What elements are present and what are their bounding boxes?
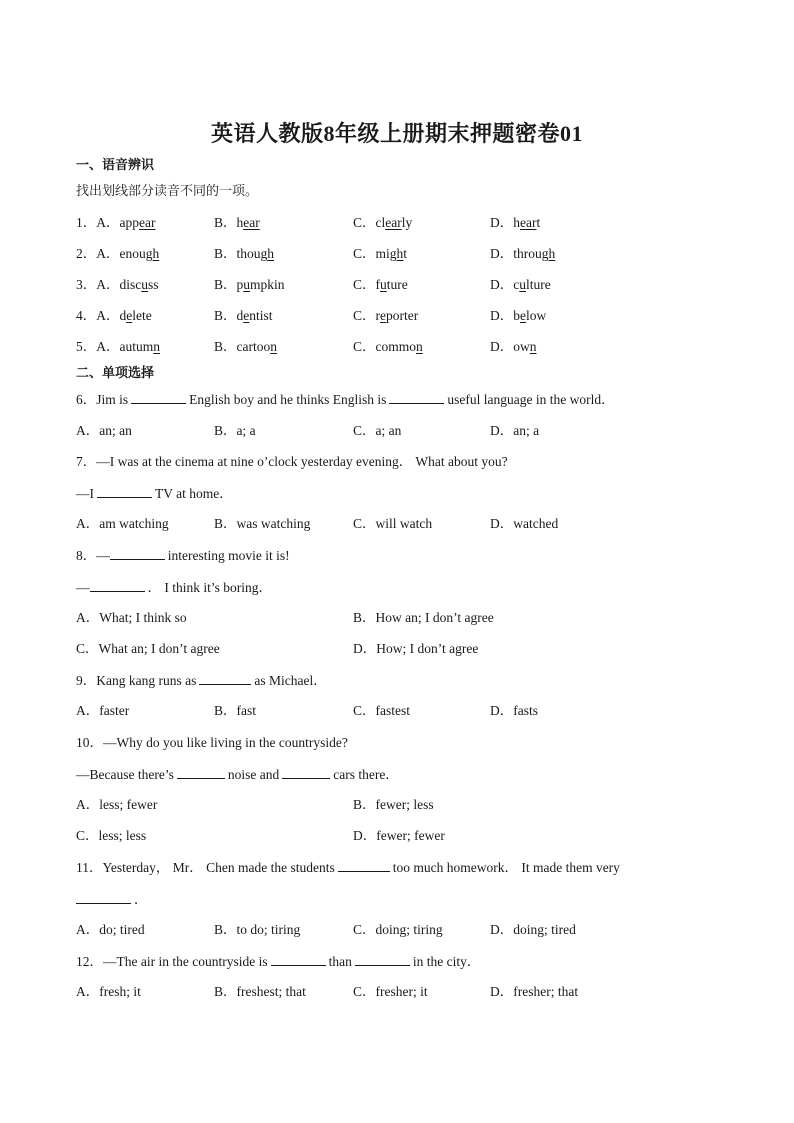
- answer-blank: [76, 890, 131, 904]
- option-letter: D．: [353, 828, 377, 843]
- option-text: will watch: [375, 516, 433, 531]
- stem-text: —Because there’s: [76, 767, 174, 782]
- option: [353, 609, 494, 627]
- option-text: cl: [375, 215, 386, 230]
- option: [76, 307, 152, 325]
- option-text: cartoo: [236, 339, 271, 354]
- option-text: freshest; that: [236, 984, 306, 999]
- option-text: c: [513, 277, 520, 292]
- underlined-part: gh: [145, 246, 160, 261]
- option: [214, 921, 300, 939]
- option-text: commo: [375, 339, 417, 354]
- option: [214, 422, 256, 440]
- option: [76, 640, 220, 658]
- question-number: 1．: [76, 215, 97, 230]
- stem-text: interesting movie it is!: [167, 548, 290, 563]
- option: [353, 245, 407, 263]
- option-text: app: [119, 215, 139, 230]
- option-text: fewer; fewer: [376, 828, 445, 843]
- stem-text: too much homework． It made them very: [392, 860, 620, 875]
- option-text: lete: [132, 308, 152, 323]
- option: [490, 245, 555, 263]
- question-11-options: [76, 921, 716, 939]
- option-letter: C．: [353, 423, 376, 438]
- option-letter: A．: [76, 797, 100, 812]
- option-letter: B．: [214, 516, 237, 531]
- option-text: How an; I don’t agree: [375, 610, 494, 625]
- underlined-part: e: [126, 308, 133, 323]
- stem-text: cars there．: [333, 767, 399, 782]
- option-text: h: [513, 215, 520, 230]
- question-number: 10．: [76, 735, 103, 750]
- option: [214, 515, 310, 533]
- option-letter: D．: [490, 423, 514, 438]
- option-letter: C．: [353, 922, 376, 937]
- option-text: disc: [119, 277, 142, 292]
- option-text: low: [526, 308, 547, 323]
- option-text: t: [403, 246, 408, 261]
- option: [76, 422, 132, 440]
- option: [76, 702, 129, 720]
- question-7-stem: [76, 453, 508, 471]
- option-text: do; tired: [99, 922, 145, 937]
- option: [353, 702, 410, 720]
- phonetics-question-4: [76, 307, 716, 325]
- answer-blank: [355, 952, 410, 966]
- underlined-part: e: [380, 308, 387, 323]
- option-text: fastest: [375, 703, 411, 718]
- underlined-part: e: [520, 308, 526, 323]
- option: [214, 276, 285, 294]
- question-10-stem-line2: [76, 765, 399, 784]
- option-letter: A．: [96, 277, 120, 292]
- option-text: mpkin: [250, 277, 285, 292]
- question-7-stem-line2: [76, 484, 233, 503]
- option-letter: A．: [76, 516, 100, 531]
- option-text: watched: [513, 516, 559, 531]
- underlined-part: n: [529, 339, 537, 354]
- option-letter: B．: [214, 308, 237, 323]
- question-8-options-row1: [76, 609, 716, 627]
- option-text: h: [236, 215, 244, 230]
- question-8-options-row2: [76, 640, 716, 658]
- option-text: was watching: [236, 516, 311, 531]
- option: [353, 827, 445, 845]
- phonetics-question-3: [76, 276, 716, 294]
- option-text: fasts: [513, 703, 538, 718]
- option-letter: B．: [214, 703, 237, 718]
- underlined-part: ear: [520, 215, 537, 230]
- underlined-part: u: [519, 277, 526, 292]
- question-7-options: [76, 515, 716, 533]
- option-letter: B．: [214, 246, 237, 261]
- stem-text: —: [96, 548, 110, 563]
- option: [490, 307, 546, 325]
- option: [76, 827, 146, 845]
- question-number: 3．: [76, 277, 97, 292]
- option-letter: D．: [353, 641, 377, 656]
- option: [353, 921, 443, 939]
- phonetics-question-5: [76, 338, 716, 356]
- question-number: 4．: [76, 308, 97, 323]
- option-letter: B．: [353, 797, 376, 812]
- option-letter: C．: [353, 516, 376, 531]
- question-number: 11．: [76, 860, 103, 875]
- option-text: ture: [386, 277, 408, 292]
- option-letter: A．: [76, 423, 100, 438]
- option-text: doing; tired: [513, 922, 576, 937]
- stem-text: than: [328, 954, 352, 969]
- option: [76, 796, 157, 814]
- option-text: porter: [386, 308, 419, 323]
- question-number: 8．: [76, 548, 97, 563]
- option: [490, 276, 551, 294]
- underlined-part: ear: [385, 215, 402, 230]
- option-text: fresher; it: [375, 984, 428, 999]
- stem-text: as Michael．: [254, 673, 327, 688]
- option-text: an; a: [513, 423, 540, 438]
- option: [76, 921, 145, 939]
- option-letter: B．: [214, 339, 237, 354]
- option-letter: B．: [353, 610, 376, 625]
- option: [490, 515, 558, 533]
- question-8-stem-line2: [76, 578, 272, 597]
- option-letter: D．: [490, 246, 514, 261]
- option-letter: D．: [490, 277, 514, 292]
- question-8-stem: [76, 546, 290, 565]
- option-text: am watching: [99, 516, 169, 531]
- answer-blank: [199, 671, 251, 685]
- option-text: b: [513, 308, 520, 323]
- option-text: mi: [375, 246, 390, 261]
- option-text: fast: [236, 703, 257, 718]
- option-text: less; less: [98, 828, 147, 843]
- option-text: What; I think so: [99, 610, 187, 625]
- stem-text: Jim is: [96, 392, 129, 407]
- option-letter: B．: [214, 215, 237, 230]
- option-text: p: [236, 277, 244, 292]
- question-number: 9．: [76, 673, 97, 688]
- option: [76, 276, 159, 294]
- option: [353, 307, 418, 325]
- option-text: enou: [119, 246, 146, 261]
- underlined-part: gh: [389, 246, 404, 261]
- option-text: fresher; that: [513, 984, 579, 999]
- stem-text: ．: [134, 892, 148, 907]
- option-text: How; I don’t agree: [376, 641, 479, 656]
- option: [490, 338, 537, 356]
- option-text: doing; tiring: [375, 922, 443, 937]
- answer-blank: [177, 765, 225, 779]
- option-letter: A．: [96, 308, 120, 323]
- answer-blank: [131, 390, 186, 404]
- option-letter: A．: [96, 339, 120, 354]
- option-text: ow: [513, 339, 530, 354]
- option-text: ntist: [249, 308, 273, 323]
- answer-blank: [110, 546, 165, 560]
- option-text: to do; tiring: [236, 922, 301, 937]
- option-letter: C．: [76, 828, 99, 843]
- question-number: 5．: [76, 339, 97, 354]
- underlined-part: gh: [541, 246, 556, 261]
- stem-text: TV at home．: [155, 486, 233, 501]
- answer-blank: [338, 858, 390, 872]
- option-text: t: [536, 215, 541, 230]
- underlined-part: u: [243, 277, 251, 292]
- stem-text: —I: [76, 486, 94, 501]
- question-6-stem: [76, 390, 615, 409]
- question-10-options-row2: [76, 827, 716, 845]
- underlined-part: n: [270, 339, 277, 354]
- question-6-options: [76, 422, 716, 440]
- stem-text: Yesterday， Mr． Chen made the students: [102, 860, 335, 875]
- option-text: What an; I don’t agree: [98, 641, 220, 656]
- option-text: r: [375, 308, 381, 323]
- option-letter: D．: [490, 984, 514, 999]
- option-text: a; a: [236, 423, 256, 438]
- option-text: faster: [99, 703, 130, 718]
- option-text: ss: [148, 277, 159, 292]
- option-text: d: [119, 308, 127, 323]
- underlined-part: ear: [243, 215, 260, 230]
- phonetics-question-1: [76, 214, 716, 232]
- option: [76, 245, 159, 263]
- option-letter: C．: [353, 703, 376, 718]
- question-12-stem: [76, 952, 480, 971]
- option-text: fewer; less: [375, 797, 434, 812]
- underlined-part: n: [153, 339, 160, 354]
- question-number: 7．: [76, 454, 97, 469]
- option-letter: A．: [96, 246, 120, 261]
- answer-blank: [90, 578, 145, 592]
- option-letter: D．: [490, 215, 514, 230]
- option-letter: C．: [353, 984, 376, 999]
- stem-text: useful language in the world．: [447, 392, 615, 407]
- stem-text: —: [76, 580, 90, 595]
- option-letter: A．: [76, 984, 100, 999]
- option: [353, 422, 401, 440]
- option: [76, 214, 155, 232]
- underlined-part: n: [416, 339, 423, 354]
- option: [214, 245, 274, 263]
- option-letter: D．: [490, 703, 514, 718]
- option-text: f: [375, 277, 381, 292]
- option: [76, 983, 141, 1001]
- option: [353, 214, 412, 232]
- option: [353, 796, 434, 814]
- answer-blank: [282, 765, 330, 779]
- option: [76, 338, 160, 356]
- page-title: 英语人教版8年级上册期末押题密卷01: [210, 121, 583, 146]
- answer-blank: [97, 484, 152, 498]
- answer-blank: [389, 390, 444, 404]
- option-letter: B．: [214, 984, 237, 999]
- question-number: 6．: [76, 392, 97, 407]
- stem-text: English boy and he thinks English is: [189, 392, 387, 407]
- option-letter: C．: [353, 339, 376, 354]
- option: [490, 214, 540, 232]
- option-letter: C．: [353, 308, 376, 323]
- section-instruction: 找出划线部分读音不同的一项。: [76, 184, 259, 199]
- option-letter: B．: [214, 277, 237, 292]
- option: [76, 515, 169, 533]
- option-letter: A．: [76, 610, 100, 625]
- option: [353, 983, 428, 1001]
- underlined-part: gh: [260, 246, 275, 261]
- stem-text: Kang kang runs as: [96, 673, 197, 688]
- stem-text: noise and: [227, 767, 280, 782]
- underlined-part: u: [380, 277, 387, 292]
- option-text: autum: [119, 339, 154, 354]
- option: [214, 214, 260, 232]
- option-letter: D．: [490, 308, 514, 323]
- option-letter: C．: [353, 277, 376, 292]
- option-text: ly: [401, 215, 413, 230]
- underlined-part: e: [243, 308, 250, 323]
- underlined-part: ear: [139, 215, 156, 230]
- question-12-options: [76, 983, 716, 1001]
- option: [353, 276, 408, 294]
- answer-blank: [271, 952, 326, 966]
- option-letter: D．: [490, 339, 514, 354]
- option-letter: A．: [76, 922, 100, 937]
- stem-text: ． I think it’s boring．: [147, 580, 272, 595]
- option: [490, 983, 578, 1001]
- option-text: less; fewer: [99, 797, 158, 812]
- option: [353, 640, 478, 658]
- option: [214, 983, 306, 1001]
- option: [214, 307, 273, 325]
- stem-text: —Why do you like living in the countryside?: [103, 735, 348, 750]
- option-letter: A．: [96, 215, 120, 230]
- option-text: a; an: [375, 423, 402, 438]
- option-letter: D．: [490, 516, 514, 531]
- option-letter: C．: [353, 215, 376, 230]
- option-text: an; an: [99, 423, 132, 438]
- option-letter: B．: [214, 423, 237, 438]
- phonetics-question-2: [76, 245, 716, 263]
- option-letter: C．: [353, 246, 376, 261]
- option: [490, 422, 539, 440]
- question-9-stem: [76, 671, 327, 690]
- option: [214, 338, 277, 356]
- option-text: throu: [513, 246, 542, 261]
- stem-text: —The air in the countryside is: [103, 954, 268, 969]
- question-10-options-row1: [76, 796, 716, 814]
- option: [490, 702, 538, 720]
- stem-text: —I was at the cinema at nine o’clock yesterday evening． What about you?: [96, 454, 508, 469]
- option-text: thou: [236, 246, 261, 261]
- underlined-part: u: [141, 277, 148, 292]
- question-number: 12．: [76, 954, 103, 969]
- section-heading-phonetics: 一、语音辨识: [76, 158, 155, 173]
- option-text: fresh; it: [99, 984, 141, 999]
- question-9-options: [76, 702, 716, 720]
- option-letter: A．: [76, 703, 100, 718]
- option-letter: B．: [214, 922, 237, 937]
- question-11-stem: [76, 858, 620, 877]
- option: [76, 609, 187, 627]
- stem-text: in the city．: [412, 954, 481, 969]
- question-11-stem-line2: [76, 890, 148, 909]
- question-10-stem: [76, 734, 348, 752]
- option-letter: D．: [490, 922, 514, 937]
- section-heading-choice: 二、单项选择: [76, 366, 155, 381]
- option-letter: C．: [76, 641, 99, 656]
- option: [214, 702, 256, 720]
- option-text: d: [236, 308, 244, 323]
- option: [353, 515, 432, 533]
- question-number: 2．: [76, 246, 97, 261]
- option: [353, 338, 423, 356]
- option: [490, 921, 576, 939]
- option-text: lture: [526, 277, 551, 292]
